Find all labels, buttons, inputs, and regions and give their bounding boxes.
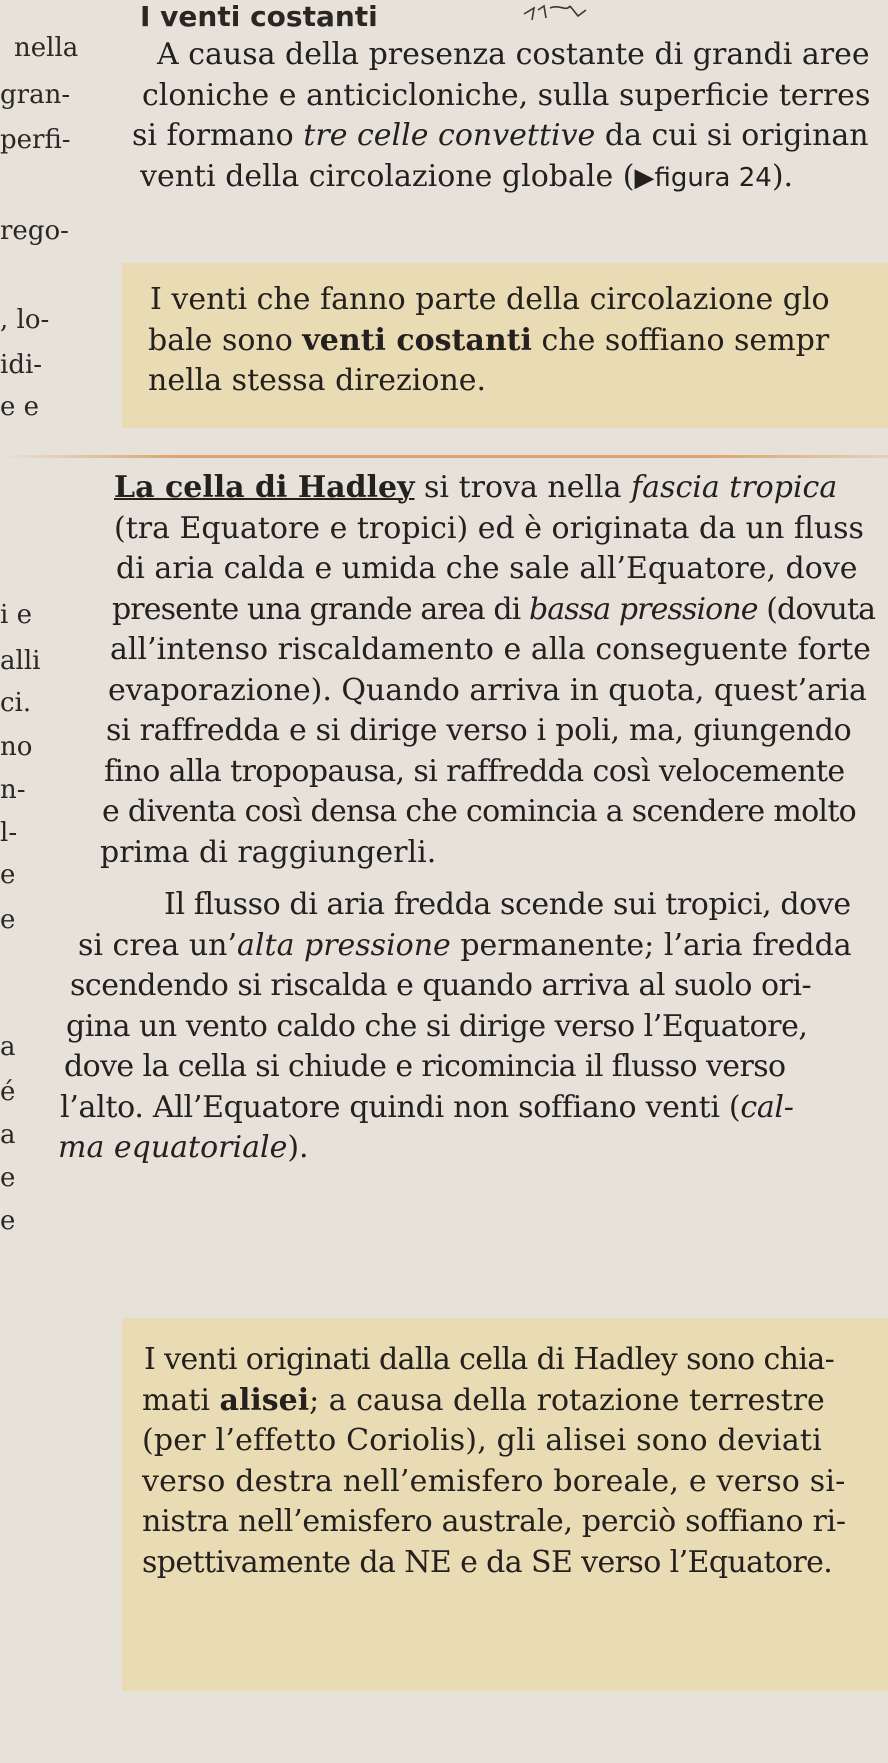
margin-fragment: alli: [0, 646, 41, 676]
text-line: evaporazione). Quando arriva in quota, quest’aria: [108, 672, 867, 708]
intro-paragraph: [132, 35, 871, 198]
italic-term: alta pressione: [237, 927, 451, 963]
margin-fragment: e e: [0, 392, 40, 422]
text-line: si formano tre celle convettive da cui si originan: [132, 118, 869, 153]
text-line: ma equatoriale).: [58, 1130, 309, 1165]
margin-fragment: no: [0, 732, 33, 762]
margin-fragment: e: [0, 860, 16, 890]
margin-fragment: idi-: [0, 350, 43, 380]
text-line: (tra Equatore e tropici) ed è originata da un fluss: [114, 510, 864, 546]
handwritten-scribble: [520, 2, 590, 26]
italic-term: ma equatoriale: [58, 1130, 288, 1165]
margin-fragment: e: [0, 905, 16, 935]
italic-term: bassa pressione: [528, 591, 758, 627]
text-line: venti della circolazione globale (▶figura 24).: [140, 158, 794, 194]
text-line: Il flusso di aria fredda scende sui tropici, dove: [164, 887, 851, 922]
bold-term: venti costanti: [302, 322, 532, 358]
margin-fragment: nella: [14, 33, 79, 63]
margin-fragment: l-: [0, 818, 18, 848]
text-line: di aria calda e umida che sale all’Equatore, dove: [116, 551, 858, 586]
margin-fragment: , lo-: [0, 305, 50, 335]
divider: [0, 455, 888, 458]
text-line: fino alla tropopausa, si raffredda così velocemente: [104, 753, 845, 789]
text-line: spettivamente da NE e da SE verso l’Equatore.: [142, 1544, 833, 1580]
text-line: A causa della presenza costante di grandi aree: [157, 37, 870, 72]
text-line: presente una grande area di bassa pressione (dovuta: [112, 591, 876, 627]
text-line: dove la cella si chiude e ricomincia il flusso verso: [64, 1049, 786, 1084]
section-heading: I venti costanti: [140, 0, 378, 33]
bold-term: La cella di Hadley: [114, 470, 415, 505]
text-line: prima di raggiungerli.: [100, 834, 437, 870]
text-line: l’alto. All’Equatore quindi non soffiano venti (cal-: [60, 1089, 794, 1125]
text-line: I venti originati dalla cella di Hadley sono chia-: [144, 1342, 835, 1377]
text-line: nella stessa direzione.: [148, 363, 487, 398]
margin-fragment: e: [0, 1163, 16, 1193]
italic-term: tre celle convettive: [303, 118, 596, 153]
text-line: scendendo si riscalda e quando arriva al suolo ori-: [70, 968, 812, 1003]
text-line: si raffredda e si dirige verso i poli, ma, giungendo: [106, 713, 852, 748]
text-line: (per l’effetto Coriolis), gli alisei sono deviati: [142, 1423, 822, 1458]
margin-fragment: perfi-: [0, 125, 71, 155]
text-line: si crea un’alta pressione permanente; l’aria fredda: [78, 927, 852, 963]
margin-fragment: e: [0, 1206, 16, 1236]
text-line: all’intenso riscaldamento e alla conseguente forte: [110, 632, 871, 667]
text-line: cloniche e anticicloniche, sulla superficie terres: [142, 77, 871, 113]
flusso-paragraph: [58, 885, 852, 1169]
margin-fragment: i e: [0, 600, 32, 630]
text-line: bale sono venti costanti che soffiano sempr: [148, 322, 830, 358]
alisei-paragraph: [144, 1340, 846, 1583]
definition-paragraph: [148, 280, 830, 402]
margin-fragment: n-: [0, 775, 26, 805]
margin-fragment: a: [0, 1032, 16, 1062]
text-line: La cella di Hadley si trova nella fascia tropica: [114, 470, 838, 505]
margin-fragment: rego-: [0, 216, 69, 246]
hadley-paragraph: [100, 468, 876, 873]
margin-fragment: a: [0, 1120, 16, 1150]
text-line: verso destra nell’emisfero boreale, e verso si-: [142, 1463, 846, 1499]
margin-fragment: ci.: [0, 688, 32, 718]
text-line: I venti che fanno parte della circolazione glo: [150, 282, 830, 317]
text-line: gina un vento caldo che si dirige verso l’Equatore,: [66, 1008, 808, 1044]
figure-reference[interactable]: figura 24: [654, 162, 772, 193]
text-line: nistra nell’emisfero australe, perciò soffiano ri-: [142, 1504, 846, 1539]
text-line: mati alisei; a causa della rotazione terrestre: [142, 1382, 825, 1418]
text-line: e diventa così densa che comincia a scendere molto: [102, 794, 857, 829]
margin-fragment: é: [0, 1077, 16, 1107]
margin-fragment: gran-: [0, 80, 71, 110]
bold-term: alisei: [219, 1382, 310, 1418]
figure-link-arrow-icon[interactable]: ▶: [634, 162, 655, 193]
